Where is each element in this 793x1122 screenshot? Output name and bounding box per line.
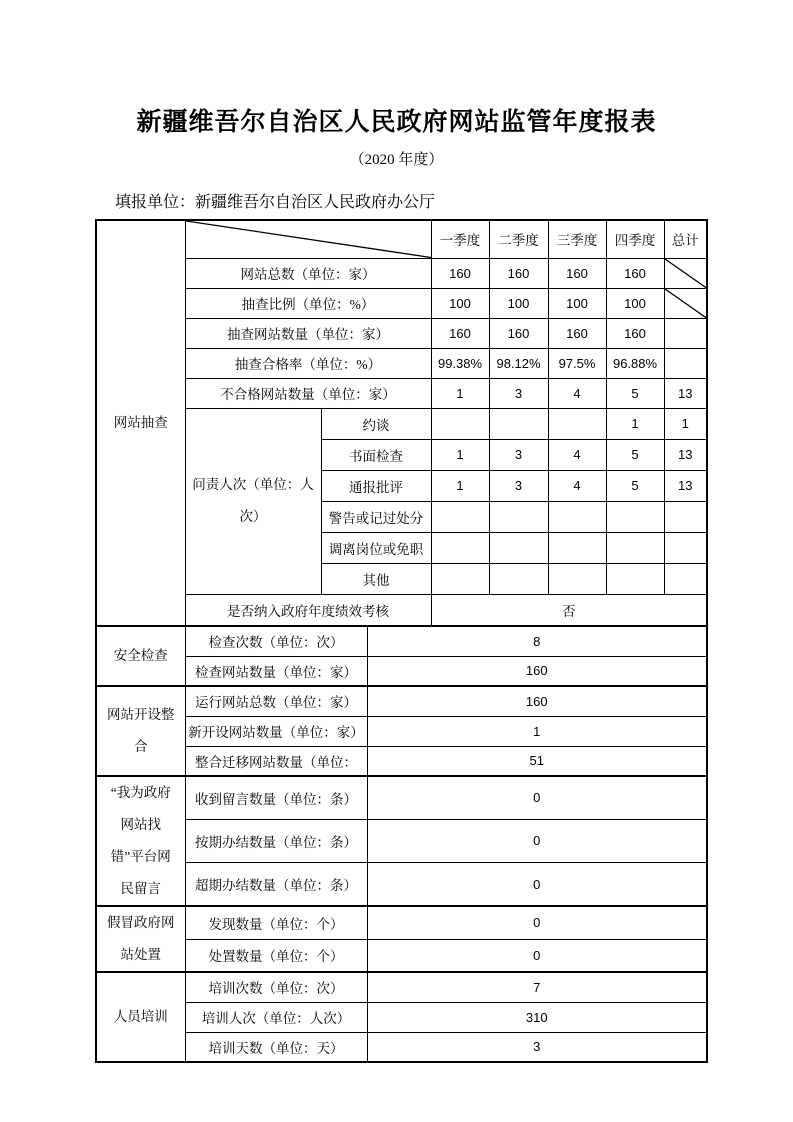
row-value: 0 (367, 776, 707, 819)
quarter-value: 1 (431, 378, 489, 408)
row-label: 不合格网站数量（单位：家） (185, 378, 431, 408)
header-diagonal-cell (185, 220, 431, 258)
row-label: 抽查比例（单位：%） (185, 288, 431, 318)
quarter-header-q4: 四季度 (606, 220, 664, 258)
quarter-value: 4 (548, 470, 606, 501)
accountability-label: 问责人次（单位：人次） (185, 408, 321, 594)
quarter-value: 3 (489, 470, 548, 501)
row-label: 新开设网站数量（单位：家） (185, 716, 367, 746)
quarter-value: 160 (431, 318, 489, 348)
row-label: 收到留言数量（单位：条） (185, 776, 367, 819)
row-label: 检查网站数量（单位：家） (185, 656, 367, 686)
quarter-value: 5 (606, 439, 664, 470)
quarter-value (548, 408, 606, 439)
row-label: 培训人次（单位：人次） (185, 1002, 367, 1032)
row-value: 0 (367, 939, 707, 972)
quarter-header-q2: 二季度 (489, 220, 548, 258)
row-label: 发现数量（单位：个） (185, 906, 367, 939)
row-value: 8 (367, 626, 707, 656)
total-value: 13 (664, 439, 707, 470)
quarter-value (431, 408, 489, 439)
quarter-value (489, 563, 548, 594)
diagonal-line (665, 259, 707, 288)
total-diagonal-cell (664, 288, 707, 318)
quarter-value: 160 (606, 258, 664, 288)
quarter-value: 1 (431, 470, 489, 501)
report-table (95, 219, 708, 1063)
sub-row-label: 调离岗位或免职 (321, 532, 431, 563)
quarter-value (431, 563, 489, 594)
total-value (664, 318, 707, 348)
assessment-value: 否 (431, 594, 707, 626)
quarter-value: 3 (489, 439, 548, 470)
total-value (664, 532, 707, 563)
row-label: 抽查合格率（单位：%） (185, 348, 431, 378)
row-label: 检查次数（单位：次） (185, 626, 367, 656)
row-value: 3 (367, 1032, 707, 1062)
page-subtitle: （2020 年度） (349, 152, 444, 168)
quarter-header-total: 总计 (664, 220, 707, 258)
quarter-value (606, 532, 664, 563)
row-label: 抽查网站数量（单位：家） (185, 318, 431, 348)
quarter-value (431, 532, 489, 563)
quarter-value: 160 (489, 258, 548, 288)
row-value: 310 (367, 1002, 707, 1032)
total-value (664, 348, 707, 378)
row-label: 运行网站总数（单位：家） (185, 686, 367, 716)
row-value: 160 (367, 686, 707, 716)
quarter-value (431, 501, 489, 532)
sub-row-label: 书面检查 (321, 439, 431, 470)
row-value: 7 (367, 972, 707, 1002)
quarter-value: 4 (548, 439, 606, 470)
quarter-value: 160 (489, 318, 548, 348)
quarter-value: 99.38% (431, 348, 489, 378)
quarter-value: 160 (548, 318, 606, 348)
quarter-value: 160 (431, 258, 489, 288)
row-label: 超期办结数量（单位：条） (185, 863, 367, 906)
row-value: 0 (367, 819, 707, 862)
section-label-site-consolidation: 网站开设整合 (96, 686, 185, 776)
row-label: 培训天数（单位：天） (185, 1032, 367, 1062)
quarter-value (489, 501, 548, 532)
row-label: 处置数量（单位：个） (185, 939, 367, 972)
row-value: 51 (367, 746, 707, 776)
diagonal-line (186, 221, 431, 258)
quarter-value: 3 (489, 378, 548, 408)
row-value: 160 (367, 656, 707, 686)
row-value: 0 (367, 906, 707, 939)
quarter-header-q1: 一季度 (431, 220, 489, 258)
quarter-value: 97.5% (548, 348, 606, 378)
total-value: 1 (664, 408, 707, 439)
quarter-value: 96.88% (606, 348, 664, 378)
diagonal-line (665, 289, 707, 318)
total-value: 13 (664, 470, 707, 501)
total-diagonal-cell (664, 258, 707, 288)
reporting-unit: 填报单位：新疆维吾尔自治区人民政府办公厅 (115, 194, 436, 211)
section-label-security-check: 安全检查 (96, 626, 185, 686)
quarter-value: 5 (606, 378, 664, 408)
quarter-value (606, 563, 664, 594)
section-label-fake-site-handling: 假冒政府网站处置 (96, 906, 185, 972)
row-value: 1 (367, 716, 707, 746)
quarter-value: 160 (606, 318, 664, 348)
row-label: 网站总数（单位：家） (185, 258, 431, 288)
quarter-value: 1 (431, 439, 489, 470)
total-value (664, 501, 707, 532)
section-label-spot-check: 网站抽查 (96, 220, 185, 626)
quarter-value (548, 501, 606, 532)
quarter-value (489, 532, 548, 563)
total-value (664, 563, 707, 594)
sub-row-label: 警告或记过处分 (321, 501, 431, 532)
section-label-personnel-training: 人员培训 (96, 972, 185, 1062)
quarter-value: 100 (548, 288, 606, 318)
quarter-value (606, 501, 664, 532)
row-label: 按期办结数量（单位：条） (185, 819, 367, 862)
quarter-value: 5 (606, 470, 664, 501)
quarter-value: 100 (606, 288, 664, 318)
row-label: 是否纳入政府年度绩效考核 (185, 594, 431, 626)
quarter-value: 100 (489, 288, 548, 318)
row-value: 0 (367, 863, 707, 906)
quarter-header-q3: 三季度 (548, 220, 606, 258)
section-label-error-reporting-platform: “我为政府网站找错”平台网民留言 (96, 776, 185, 906)
quarter-value (548, 563, 606, 594)
quarter-value: 100 (431, 288, 489, 318)
sub-row-label: 约谈 (321, 408, 431, 439)
quarter-value: 98.12% (489, 348, 548, 378)
quarter-value: 160 (548, 258, 606, 288)
quarter-value: 1 (606, 408, 664, 439)
quarter-value (489, 408, 548, 439)
row-label: 培训次数（单位：次） (185, 972, 367, 1002)
sub-row-label: 其他 (321, 563, 431, 594)
quarter-value: 4 (548, 378, 606, 408)
quarter-value (548, 532, 606, 563)
total-value: 13 (664, 378, 707, 408)
sub-row-label: 通报批评 (321, 470, 431, 501)
page-title: 新疆维吾尔自治区人民政府网站监管年度报表 (136, 108, 657, 136)
row-label: 整合迁移网站数量（单位： (185, 746, 367, 776)
